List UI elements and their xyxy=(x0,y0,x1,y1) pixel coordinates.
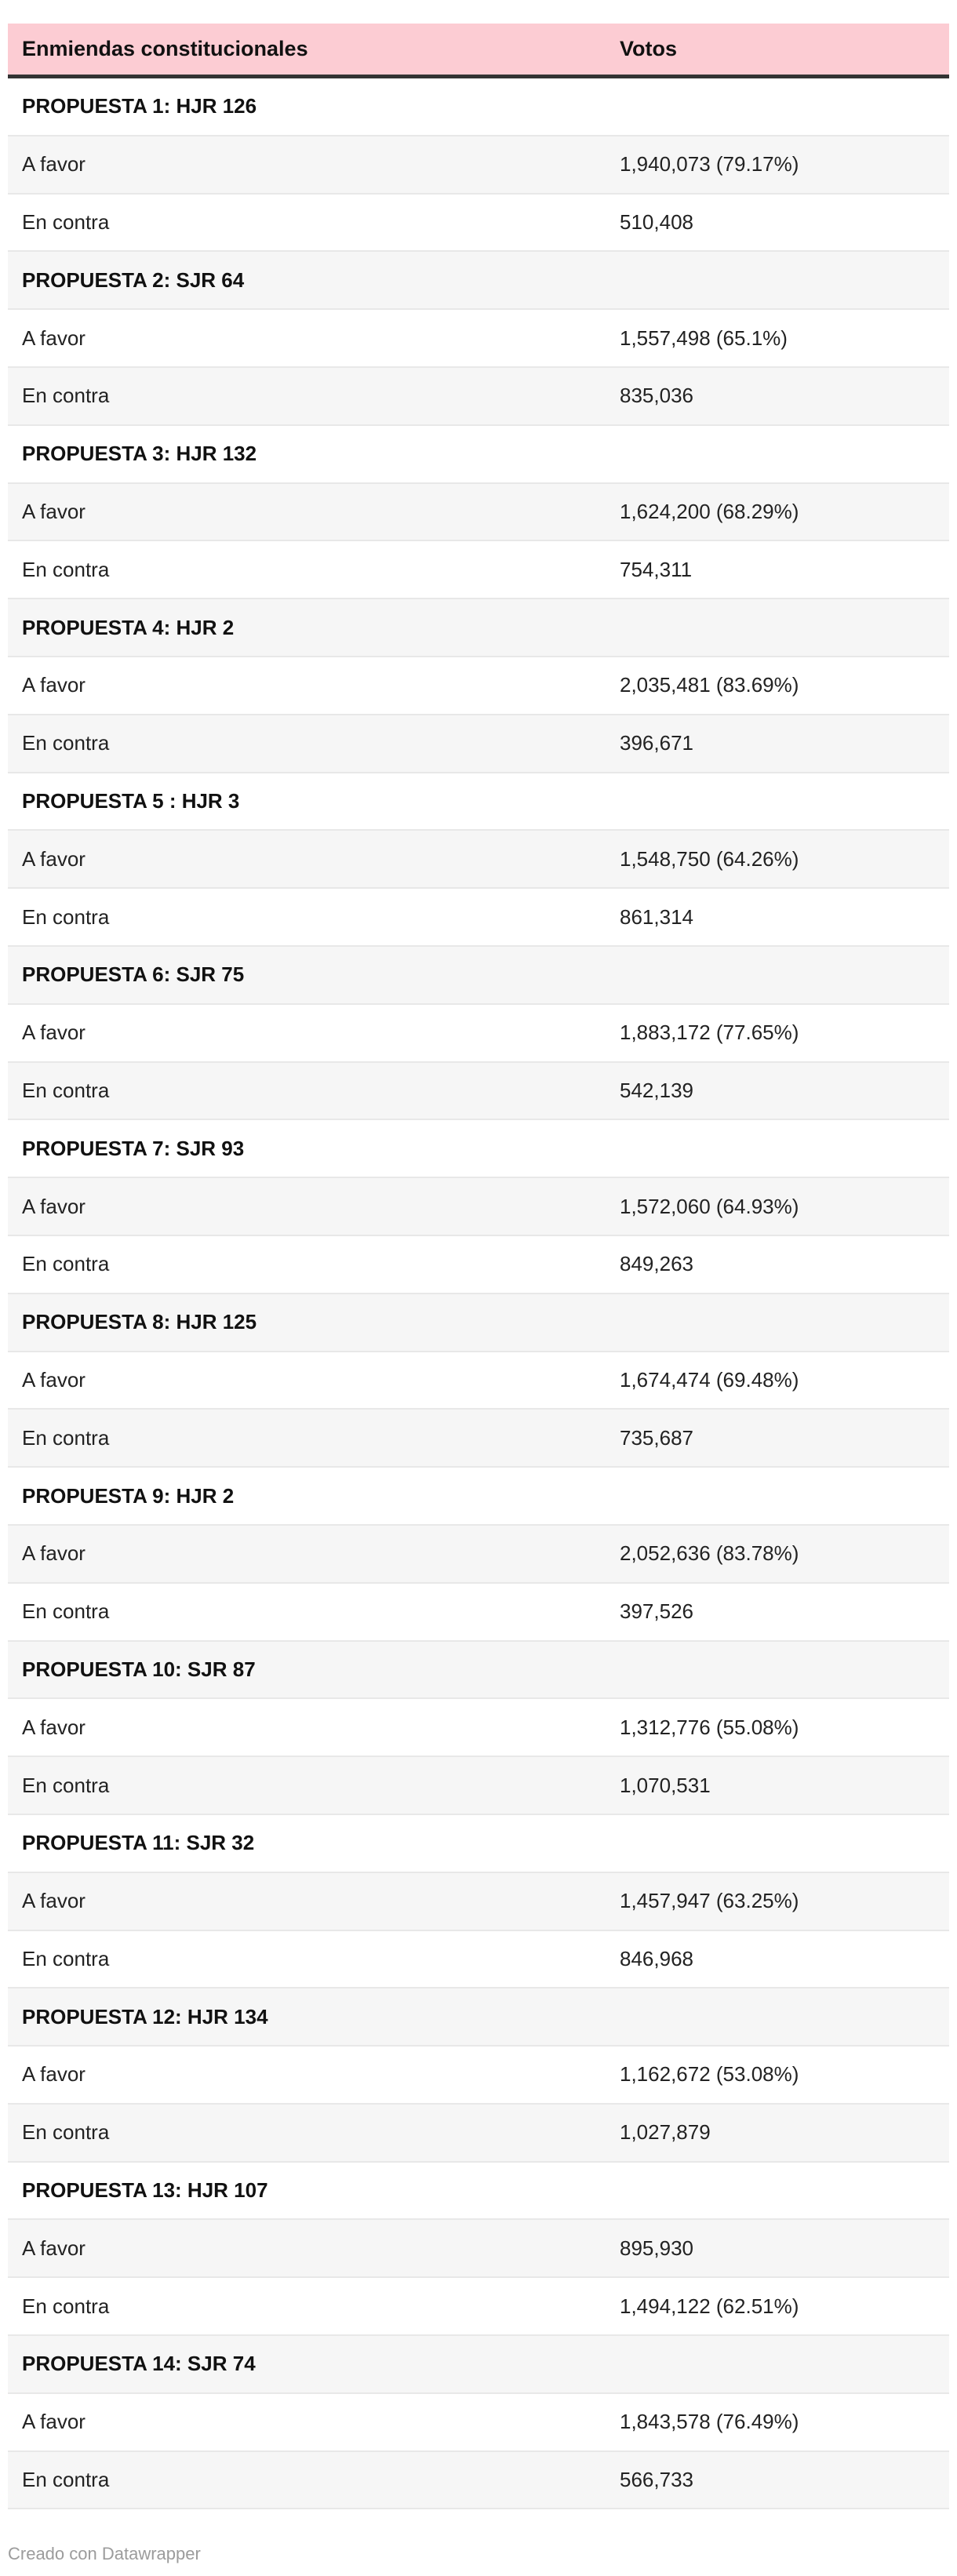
section-row xyxy=(8,1468,949,1526)
votes-cell: 1,940,073 (79.17%) xyxy=(606,136,949,195)
table-row xyxy=(8,1873,949,1931)
table-row xyxy=(8,1005,949,1063)
datawrapper-credit-link[interactable]: Creado con Datawrapper xyxy=(8,2544,201,2564)
votes-cell xyxy=(606,1815,949,1873)
amendment-cell: A favor xyxy=(8,2220,606,2278)
table-row xyxy=(8,484,949,542)
section-row xyxy=(8,1988,949,2047)
section-row xyxy=(8,1294,949,1352)
section-row xyxy=(8,2163,949,2221)
votes-cell: 754,311 xyxy=(606,541,949,599)
amendment-cell: PROPUESTA 6: SJR 75 xyxy=(8,947,606,1005)
amendment-cell: A favor xyxy=(8,2394,606,2452)
amendment-cell: A favor xyxy=(8,2047,606,2105)
table-row xyxy=(8,2047,949,2105)
section-row xyxy=(8,1815,949,1873)
votes-cell: 566,733 xyxy=(606,2452,949,2510)
table-row xyxy=(8,889,949,947)
votes-cell: 835,036 xyxy=(606,368,949,426)
votes-cell xyxy=(606,426,949,484)
amendment-cell: En contra xyxy=(8,1063,606,1121)
votes-cell: 1,070,531 xyxy=(606,1757,949,1815)
votes-cell: 1,557,498 (65.1%) xyxy=(606,310,949,368)
amendment-cell: En contra xyxy=(8,541,606,599)
amendment-cell: En contra xyxy=(8,1757,606,1815)
section-row xyxy=(8,947,949,1005)
table-row xyxy=(8,657,949,715)
votes-cell xyxy=(606,773,949,831)
votes-cell: 397,526 xyxy=(606,1584,949,1642)
amendment-cell: En contra xyxy=(8,1931,606,1989)
table-row xyxy=(8,2394,949,2452)
amendment-cell: PROPUESTA 8: HJR 125 xyxy=(8,1294,606,1352)
section-row xyxy=(8,78,949,136)
column-header-amendments: Enmiendas constitucionales xyxy=(8,24,606,78)
votes-cell: 1,883,172 (77.65%) xyxy=(606,1005,949,1063)
amendment-cell: En contra xyxy=(8,195,606,253)
votes-cell xyxy=(606,1294,949,1352)
amendment-cell: A favor xyxy=(8,1005,606,1063)
table-row xyxy=(8,541,949,599)
table-body xyxy=(8,78,949,2509)
amendment-cell: A favor xyxy=(8,831,606,889)
table-row xyxy=(8,136,949,195)
footer xyxy=(8,2544,949,2564)
section-row xyxy=(8,2336,949,2394)
votes-cell xyxy=(606,1642,949,1700)
table-row xyxy=(8,715,949,773)
votes-cell xyxy=(606,947,949,1005)
votes-cell xyxy=(606,2163,949,2221)
votes-cell: 861,314 xyxy=(606,889,949,947)
votes-cell xyxy=(606,599,949,657)
votes-cell xyxy=(606,1988,949,2047)
table-row xyxy=(8,2278,949,2336)
section-row xyxy=(8,252,949,310)
amendment-cell: PROPUESTA 10: SJR 87 xyxy=(8,1642,606,1700)
amendment-cell: En contra xyxy=(8,715,606,773)
votes-cell: 1,624,200 (68.29%) xyxy=(606,484,949,542)
amendment-cell: PROPUESTA 13: HJR 107 xyxy=(8,2163,606,2221)
amendment-cell: A favor xyxy=(8,1873,606,1931)
table-row xyxy=(8,1063,949,1121)
table-row xyxy=(8,1699,949,1757)
votes-cell: 1,674,474 (69.48%) xyxy=(606,1352,949,1410)
amendment-cell: En contra xyxy=(8,1584,606,1642)
votes-cell xyxy=(606,1120,949,1178)
amendment-cell: PROPUESTA 11: SJR 32 xyxy=(8,1815,606,1873)
amendment-cell: A favor xyxy=(8,657,606,715)
amendment-cell: PROPUESTA 9: HJR 2 xyxy=(8,1468,606,1526)
votes-cell xyxy=(606,78,949,136)
amendment-cell: A favor xyxy=(8,1178,606,1236)
votes-cell: 1,162,672 (53.08%) xyxy=(606,2047,949,2105)
amendment-cell: A favor xyxy=(8,1699,606,1757)
amendment-cell: En contra xyxy=(8,2278,606,2336)
table-row xyxy=(8,2452,949,2510)
amendment-cell: PROPUESTA 5 : HJR 3 xyxy=(8,773,606,831)
votes-cell xyxy=(606,252,949,310)
votes-cell xyxy=(606,1468,949,1526)
table-row xyxy=(8,1236,949,1294)
amendment-cell: PROPUESTA 7: SJR 93 xyxy=(8,1120,606,1178)
votes-cell: 1,843,578 (76.49%) xyxy=(606,2394,949,2452)
table-row xyxy=(8,1931,949,1989)
table-row xyxy=(8,1584,949,1642)
votes-cell: 735,687 xyxy=(606,1410,949,1468)
votes-cell: 1,457,947 (63.25%) xyxy=(606,1873,949,1931)
table-row xyxy=(8,368,949,426)
section-row xyxy=(8,599,949,657)
votes-cell: 895,930 xyxy=(606,2220,949,2278)
table-row xyxy=(8,1410,949,1468)
votes-cell: 1,027,879 xyxy=(606,2105,949,2163)
amendment-cell: En contra xyxy=(8,2452,606,2510)
amendment-cell: PROPUESTA 14: SJR 74 xyxy=(8,2336,606,2394)
amendment-cell: PROPUESTA 2: SJR 64 xyxy=(8,252,606,310)
votes-cell: 396,671 xyxy=(606,715,949,773)
section-row xyxy=(8,426,949,484)
votes-cell: 1,312,776 (55.08%) xyxy=(606,1699,949,1757)
amendment-cell: PROPUESTA 12: HJR 134 xyxy=(8,1988,606,2047)
amendment-cell: A favor xyxy=(8,1352,606,1410)
amendment-cell: En contra xyxy=(8,889,606,947)
section-row xyxy=(8,1120,949,1178)
votes-cell: 542,139 xyxy=(606,1063,949,1121)
votes-cell: 510,408 xyxy=(606,195,949,253)
section-row xyxy=(8,773,949,831)
votes-cell: 2,052,636 (83.78%) xyxy=(606,1526,949,1584)
votes-cell: 846,968 xyxy=(606,1931,949,1989)
amendment-cell: A favor xyxy=(8,484,606,542)
table-row xyxy=(8,831,949,889)
amendment-cell: PROPUESTA 1: HJR 126 xyxy=(8,78,606,136)
table-row xyxy=(8,2220,949,2278)
votes-cell: 849,263 xyxy=(606,1236,949,1294)
table-row xyxy=(8,1178,949,1236)
table-row xyxy=(8,1757,949,1815)
votes-cell: 1,548,750 (64.26%) xyxy=(606,831,949,889)
amendment-cell: A favor xyxy=(8,310,606,368)
table-row xyxy=(8,310,949,368)
votes-cell: 1,494,122 (62.51%) xyxy=(606,2278,949,2336)
amendment-cell: A favor xyxy=(8,1526,606,1584)
amendment-cell: En contra xyxy=(8,1410,606,1468)
section-row xyxy=(8,1642,949,1700)
column-header-votes: Votos xyxy=(606,24,949,78)
votes-cell: 2,035,481 (83.69%) xyxy=(606,657,949,715)
amendment-cell: En contra xyxy=(8,2105,606,2163)
amendment-cell: En contra xyxy=(8,1236,606,1294)
table-header-row xyxy=(8,24,949,78)
amendment-cell: PROPUESTA 3: HJR 132 xyxy=(8,426,606,484)
amendments-votes-table xyxy=(8,24,949,2509)
table-row xyxy=(8,1526,949,1584)
amendment-cell: En contra xyxy=(8,368,606,426)
amendment-cell: A favor xyxy=(8,136,606,195)
table-row xyxy=(8,2105,949,2163)
votes-cell xyxy=(606,2336,949,2394)
table-row xyxy=(8,195,949,253)
votes-cell: 1,572,060 (64.93%) xyxy=(606,1178,949,1236)
table-row xyxy=(8,1352,949,1410)
amendment-cell: PROPUESTA 4: HJR 2 xyxy=(8,599,606,657)
